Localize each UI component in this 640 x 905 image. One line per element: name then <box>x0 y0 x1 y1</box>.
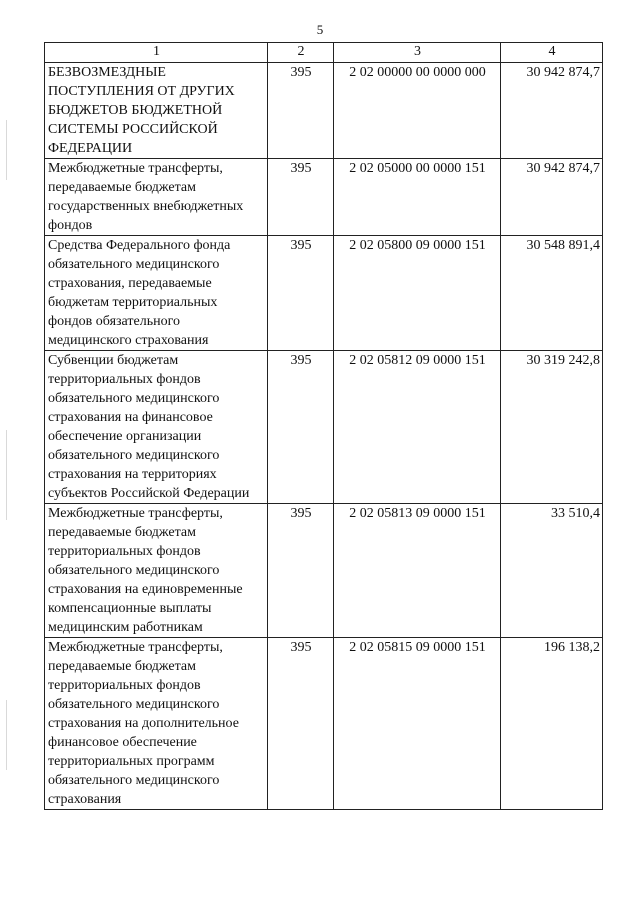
column-header-4: 4 <box>501 43 603 63</box>
row-admin-code: 395 <box>268 63 334 159</box>
row-admin-code: 395 <box>268 638 334 810</box>
table-row <box>45 351 603 504</box>
table-row <box>45 63 603 159</box>
scan-edge-mark <box>6 700 7 770</box>
table-row <box>45 638 603 810</box>
column-header-2: 2 <box>268 43 334 63</box>
row-name: Межбюджетные трансферты, передаваемые бюджетам государственных внебюджетных фондов <box>45 159 268 236</box>
row-name: Межбюджетные трансферты, передаваемые бюджетам территориальных фондов обязательного медицинского страхования на единовременные компенсационные выплаты медицинским работникам <box>45 504 268 638</box>
row-amount: 30 942 874,7 <box>501 159 603 236</box>
row-budget-code: 2 02 00000 00 0000 000 <box>334 63 501 159</box>
table-row <box>45 504 603 638</box>
table-row <box>45 159 603 236</box>
page-number: 5 <box>316 22 324 37</box>
row-name: Средства Федерального фонда обязательного медицинского страхования, передаваемые бюджетам территориальных фондов обязательного медицинского страхования <box>45 236 268 351</box>
row-budget-code: 2 02 05000 00 0000 151 <box>334 159 501 236</box>
row-admin-code: 395 <box>268 159 334 236</box>
row-budget-code: 2 02 05812 09 0000 151 <box>334 351 501 504</box>
row-budget-code: 2 02 05815 09 0000 151 <box>334 638 501 810</box>
row-budget-code: 2 02 05813 09 0000 151 <box>334 504 501 638</box>
column-header-1: 1 <box>45 43 268 63</box>
column-header-3: 3 <box>334 43 501 63</box>
row-budget-code: 2 02 05800 09 0000 151 <box>334 236 501 351</box>
row-name: Межбюджетные трансферты, передаваемые бюджетам территориальных фондов обязательного медицинского страхования на дополнительное финансовое обеспечение территориальных программ обязательного медицинского страхования <box>45 638 268 810</box>
row-admin-code: 395 <box>268 236 334 351</box>
row-admin-code: 395 <box>268 504 334 638</box>
row-amount: 30 942 874,7 <box>501 63 603 159</box>
scan-edge-mark <box>6 120 7 180</box>
table-row <box>45 236 603 351</box>
row-name: Субвенции бюджетам территориальных фондов обязательного медицинского страхования на финансовое обеспечение организации обязательного медицинского страхования на территориях субъектов Российской Федерации <box>45 351 268 504</box>
row-amount: 30 319 242,8 <box>501 351 603 504</box>
row-amount: 196 138,2 <box>501 638 603 810</box>
row-name: БЕЗВОЗМЕЗДНЫЕ ПОСТУПЛЕНИЯ ОТ ДРУГИХ БЮДЖЕТОВ БЮДЖЕТНОЙ СИСТЕМЫ РОССИЙСКОЙ ФЕДЕРАЦИИ <box>45 63 268 159</box>
row-amount: 30 548 891,4 <box>501 236 603 351</box>
row-admin-code: 395 <box>268 351 334 504</box>
row-amount: 33 510,4 <box>501 504 603 638</box>
budget-revenue-table <box>44 42 603 810</box>
scan-edge-mark <box>6 430 7 520</box>
table-header-row <box>45 43 603 63</box>
